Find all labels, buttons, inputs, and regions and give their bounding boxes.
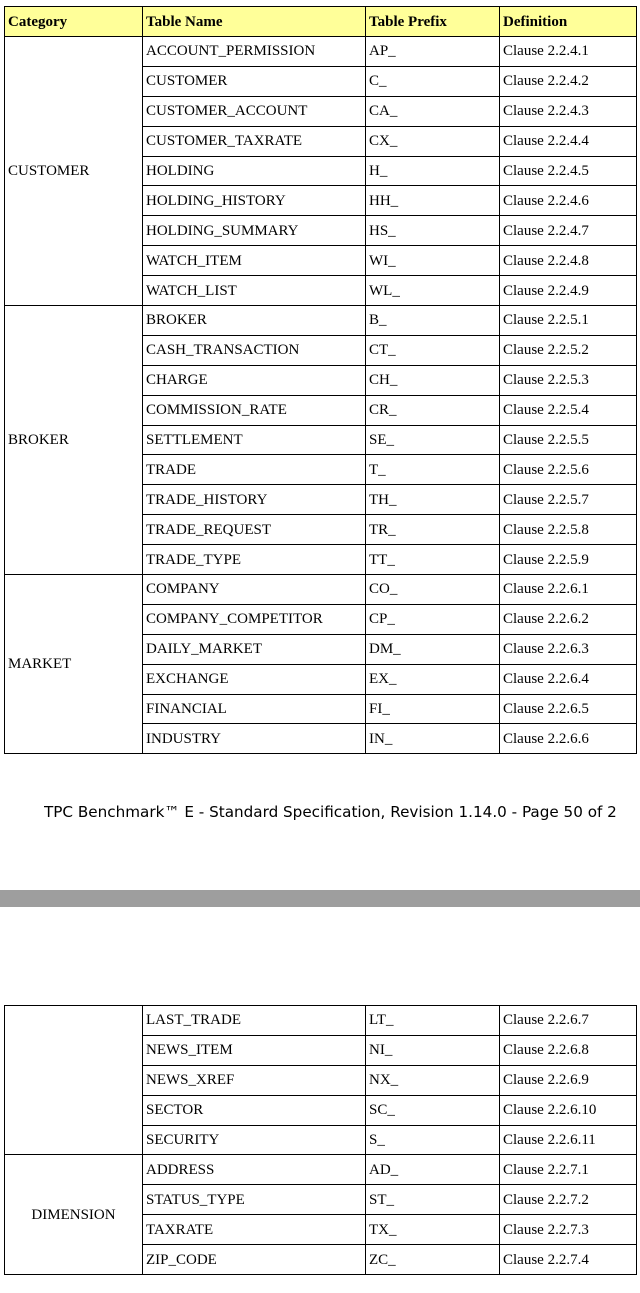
table-name-cell: CUSTOMER_TAXRATE	[143, 126, 366, 156]
definition-cell: Clause 2.2.4.9	[500, 276, 637, 306]
definition-cell: Clause 2.2.4.8	[500, 246, 637, 276]
table-prefix-cell: AP_	[366, 37, 500, 67]
table-prefix-cell: CP_	[366, 604, 500, 634]
table-prefix-cell: NX_	[366, 1065, 500, 1095]
definition-cell: Clause 2.2.4.1	[500, 37, 637, 67]
table-body-top	[5, 37, 637, 754]
definition-cell: Clause 2.2.4.4	[500, 126, 637, 156]
table-name-cell: INDUSTRY	[143, 724, 366, 754]
table-name-cell: CASH_TRANSACTION	[143, 335, 366, 365]
table-prefix-cell: ZC_	[366, 1245, 500, 1275]
definition-cell: Clause 2.2.4.6	[500, 186, 637, 216]
table-name-cell: ACCOUNT_PERMISSION	[143, 37, 366, 67]
table-name-cell: TRADE_TYPE	[143, 545, 366, 575]
definition-cell: Clause 2.2.6.9	[500, 1065, 637, 1095]
table-name-cell: CUSTOMER_ACCOUNT	[143, 96, 366, 126]
table-row	[5, 306, 637, 336]
table-name-cell: SECTOR	[143, 1095, 366, 1125]
table-name-cell: SECURITY	[143, 1125, 366, 1155]
definition-cell: Clause 2.2.6.5	[500, 694, 637, 724]
table-name-cell: WATCH_LIST	[143, 276, 366, 306]
table-name-cell: SETTLEMENT	[143, 425, 366, 455]
definition-cell: Clause 2.2.5.3	[500, 365, 637, 395]
table-prefix-cell: TX_	[366, 1215, 500, 1245]
definition-cell: Clause 2.2.4.3	[500, 96, 637, 126]
table-row	[5, 1006, 637, 1036]
category-cell: DIMENSION	[5, 1155, 143, 1275]
definition-cell: Clause 2.2.6.8	[500, 1035, 637, 1065]
table-name-cell: HOLDING_HISTORY	[143, 186, 366, 216]
table-prefix-cell: FI_	[366, 694, 500, 724]
definition-cell: Clause 2.2.5.9	[500, 545, 637, 575]
table-prefix-cell: CA_	[366, 96, 500, 126]
table-prefix-cell: HS_	[366, 216, 500, 246]
definition-cell: Clause 2.2.5.4	[500, 395, 637, 425]
definition-cell: Clause 2.2.4.2	[500, 66, 637, 96]
category-cell: CUSTOMER	[5, 37, 143, 306]
definition-cell: Clause 2.2.4.7	[500, 216, 637, 246]
table-name-cell: FINANCIAL	[143, 694, 366, 724]
table-name-cell: LAST_TRADE	[143, 1006, 366, 1036]
table-prefix-cell: IN_	[366, 724, 500, 754]
table-name-cell: COMMISSION_RATE	[143, 395, 366, 425]
header-definition: Definition	[500, 7, 637, 37]
definition-cell: Clause 2.2.7.1	[500, 1155, 637, 1185]
table-prefix-cell: CT_	[366, 335, 500, 365]
table-prefix-cell: TR_	[366, 515, 500, 545]
definition-cell: Clause 2.2.5.5	[500, 425, 637, 455]
definition-cell: Clause 2.2.7.4	[500, 1245, 637, 1275]
table-prefix-cell: EX_	[366, 664, 500, 694]
definition-cell: Clause 2.2.5.7	[500, 485, 637, 515]
table-name-cell: NEWS_XREF	[143, 1065, 366, 1095]
table-name-cell: COMPANY_COMPETITOR	[143, 604, 366, 634]
table-prefix-cell: C_	[366, 66, 500, 96]
table-prefix-cell: NI_	[366, 1035, 500, 1065]
table-prefix-cell: CO_	[366, 575, 500, 605]
header-table-prefix: Table Prefix	[366, 7, 500, 37]
definition-cell: Clause 2.2.6.3	[500, 634, 637, 664]
table-prefix-cell: CR_	[366, 395, 500, 425]
definition-cell: Clause 2.2.6.6	[500, 724, 637, 754]
table-prefix-cell: S_	[366, 1125, 500, 1155]
table-name-cell: TRADE_REQUEST	[143, 515, 366, 545]
category-cell	[5, 1006, 143, 1155]
table-prefix-cell: ST_	[366, 1185, 500, 1215]
table-prefix-cell: LT_	[366, 1006, 500, 1036]
definition-cell: Clause 2.2.5.2	[500, 335, 637, 365]
definition-cell: Clause 2.2.7.3	[500, 1215, 637, 1245]
definition-cell: Clause 2.2.6.10	[500, 1095, 637, 1125]
table-name-cell: HOLDING_SUMMARY	[143, 216, 366, 246]
page-separator	[0, 890, 640, 907]
definition-cell: Clause 2.2.5.8	[500, 515, 637, 545]
table-name-cell: CUSTOMER	[143, 66, 366, 96]
table-name-cell: BROKER	[143, 306, 366, 336]
table-prefix-cell: WL_	[366, 276, 500, 306]
page-footer: TPC Benchmark™ E - Standard Specification, Revision 1.14.0 - Page 50 of 2	[44, 803, 617, 821]
definition-cell: Clause 2.2.6.4	[500, 664, 637, 694]
table-name-cell: NEWS_ITEM	[143, 1035, 366, 1065]
table-prefix-cell: SE_	[366, 425, 500, 455]
table-name-cell: CHARGE	[143, 365, 366, 395]
table-name-cell: COMPANY	[143, 575, 366, 605]
definition-cell: Clause 2.2.4.5	[500, 156, 637, 186]
definition-cell: Clause 2.2.5.6	[500, 455, 637, 485]
table-name-cell: ADDRESS	[143, 1155, 366, 1185]
table-name-cell: TAXRATE	[143, 1215, 366, 1245]
table-name-cell: DAILY_MARKET	[143, 634, 366, 664]
table-prefix-cell: CH_	[366, 365, 500, 395]
table-row	[5, 37, 637, 67]
definition-cell: Clause 2.2.5.1	[500, 306, 637, 336]
table-name-cell: ZIP_CODE	[143, 1245, 366, 1275]
table-prefix-cell: TH_	[366, 485, 500, 515]
table-prefix-cell: H_	[366, 156, 500, 186]
table-name-cell: WATCH_ITEM	[143, 246, 366, 276]
table-name-cell: HOLDING	[143, 156, 366, 186]
table-prefix-cell: WI_	[366, 246, 500, 276]
table-prefix-cell: CX_	[366, 126, 500, 156]
definition-cell: Clause 2.2.7.2	[500, 1185, 637, 1215]
table-row	[5, 575, 637, 605]
definition-cell: Clause 2.2.6.2	[500, 604, 637, 634]
category-cell: BROKER	[5, 306, 143, 575]
header-category: Category	[5, 7, 143, 37]
table-prefix-cell: B_	[366, 306, 500, 336]
header-row	[5, 7, 637, 37]
table-name-cell: TRADE	[143, 455, 366, 485]
table-prefix-cell: AD_	[366, 1155, 500, 1185]
definition-cell: Clause 2.2.6.11	[500, 1125, 637, 1155]
table-prefix-cell: TT_	[366, 545, 500, 575]
table-prefix-cell: T_	[366, 455, 500, 485]
tables-list-top	[4, 6, 637, 754]
category-cell: MARKET	[5, 575, 143, 754]
table-prefix-cell: SC_	[366, 1095, 500, 1125]
tables-list-bottom	[4, 1005, 637, 1275]
definition-cell: Clause 2.2.6.7	[500, 1006, 637, 1036]
table-body-bottom	[5, 1006, 637, 1275]
definition-cell: Clause 2.2.6.1	[500, 575, 637, 605]
table-name-cell: EXCHANGE	[143, 664, 366, 694]
header-table-name: Table Name	[143, 7, 366, 37]
table-prefix-cell: HH_	[366, 186, 500, 216]
table-name-cell: STATUS_TYPE	[143, 1185, 366, 1215]
table-row	[5, 1155, 637, 1185]
table-name-cell: TRADE_HISTORY	[143, 485, 366, 515]
table-prefix-cell: DM_	[366, 634, 500, 664]
